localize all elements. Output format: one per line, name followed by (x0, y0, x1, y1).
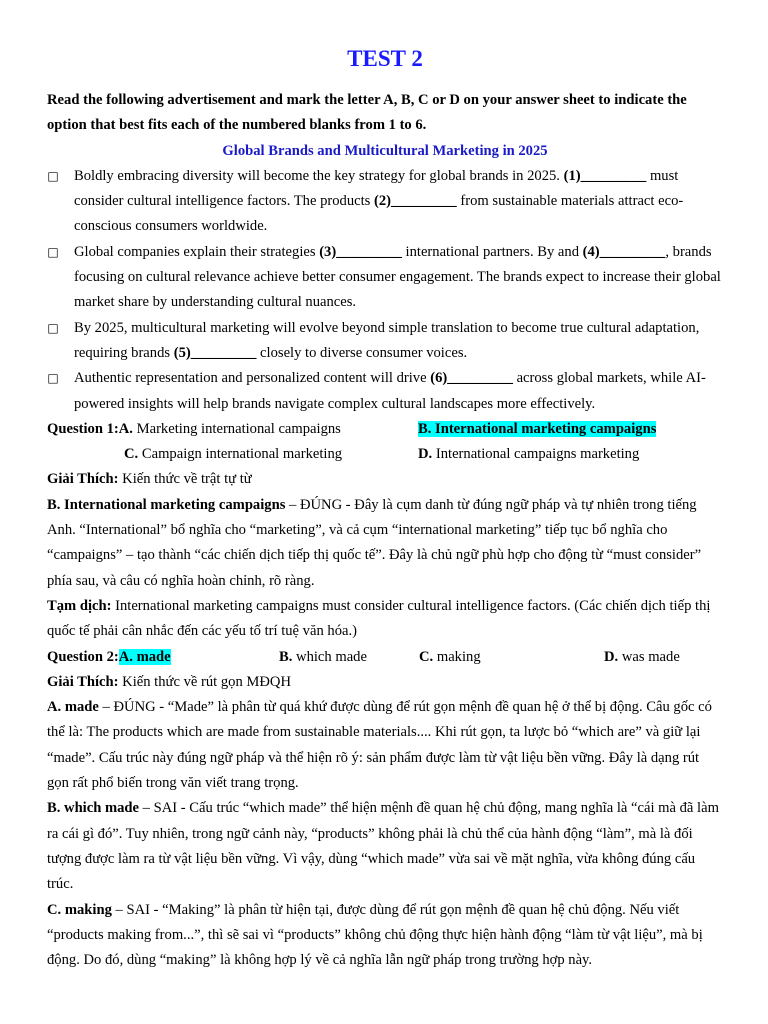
bullet-icon: □ (47, 371, 59, 386)
question-1-option-d: D. International campaigns marketing (418, 446, 640, 463)
question-2-option-c: C. making (419, 648, 481, 665)
question-2-explanation-c: C. making – SAI - “Making” là phân từ hiện tại, được dùng để rút gọn mệnh đề quan hệ chủ động. Nếu viết “products making from...”, thì sẽ sai vì “products” không chủ động thực hiện hành động “làm từ vật liệu”, mà bị động. Do đó, dùng “making” là không hợp lý về cả nghĩa lẫn ngữ pháp trong trường hợp này. (47, 901, 703, 969)
blank-6: _________ (447, 370, 513, 387)
blank-5: _________ (190, 344, 257, 361)
blank-number-2: (2) (374, 193, 392, 210)
blank-4: _________ (599, 243, 666, 260)
question-1-option-c: C. Campaign international marketing (124, 446, 343, 463)
blank-number-3: (3) (319, 243, 337, 260)
question-2-option-a (47, 645, 279, 670)
blank-number-1: (1) (563, 167, 581, 184)
question-1-option-b (418, 417, 656, 442)
page-title: TEST 2 (347, 46, 423, 71)
question-1-label: Question 1: (47, 420, 119, 437)
blank-number-4: (4) (582, 243, 600, 260)
question-1-options-row-2 (47, 442, 723, 467)
question-1-option-a: Question 1:A. Marketing international campaigns (47, 420, 341, 437)
correct-answer-highlight: A. made (118, 648, 171, 665)
question-2-explanation-b: B. which made – SAI - Cấu trúc “which made” thể hiện mệnh đề quan hệ chủ động, mang nghĩa là “cái mà đã làm ra cái gì đó”. Tuy nhiên, trong ngữ cảnh này, “products” không phải là chủ thể của hành động “làm”, mà là đối tượng được làm ra từ vật liệu bền vững. Vì vậy, dùng “which made” vừa sai về mặt nghĩa, vừa không đúng cấu trúc. (47, 800, 719, 893)
question-1-translation: Tạm dịch: International marketing campaigns must consider cultural intelligence factors. (Các chiến dịch tiếp thị quốc tế phải cân nhắc đến các yếu tố trí tuệ văn hóa.) (47, 597, 711, 640)
blank-1: _________ (580, 167, 647, 184)
bullet-icon: □ (47, 244, 59, 259)
blank-number-5: (5) (173, 344, 191, 361)
question-2-explanation-a: A. made – ĐÚNG - “Made” là phân từ quá khứ được dùng để rút gọn mệnh đề quan hệ ở thể bị động. Câu gốc có thể là: The products which are made from sustainable materials.... Khi rút gọn, ta lược bỏ “which are” và giữ lại “made”. Cấu trúc này đúng ngữ pháp và thể hiện rõ ý: sản phẩm được làm từ vật liệu bền vững. Đây là dạng rút gọn rất phổ biến trong văn viết trang trọng. (47, 699, 712, 792)
question-1-explanation: B. International marketing campaigns – ĐÚNG - Đây là cụm danh từ đúng ngữ pháp và tự nhiên trong tiếng Anh. “International” bổ nghĩa cho “marketing”, và cả cụm “international marketing” tiếp tục bổ nghĩa cho “campaigns” – tạo thành “các chiến dịch tiếp thị quốc tế”. Đây là chủ ngữ phù hợp cho động từ “must consider” phía sau, và câu có nghĩa hoàn chỉnh, rõ ràng. (47, 496, 702, 589)
question-1-options-row-1 (47, 417, 723, 442)
question-2-option-d: D. was made (604, 648, 680, 665)
passage-paragraph-3: □ By 2025, multicultural marketing will evolve beyond simple translation to become true cultural adaptation, requiring brands (5)_________ closely to diverse consumer voices. (47, 316, 723, 367)
passage-paragraph-1: □ Boldly embracing diversity will become the key strategy for global brands in 2025. (1)_________ must consider cultural intelligence factors. The products (2)_________ from sustainable materials attract eco-conscious consumers worldwide. (47, 164, 723, 240)
bullet-icon: □ (47, 320, 59, 335)
blank-number-6: (6) (430, 370, 448, 387)
document-page (47, 40, 723, 973)
question-2-label: Question 2: (47, 648, 119, 665)
passage-title: Global Brands and Multicultural Marketing in 2025 (222, 142, 548, 159)
question-2-options-row (47, 645, 723, 670)
question-2-explain-heading: Giải Thích: Kiến thức về rút gọn MĐQH (47, 673, 291, 690)
passage-paragraph-4: □ Authentic representation and personalized content will drive (6)_________ across global markets, while AI-powered insights will help brands navigate complex cultural landscapes more effectively. (47, 366, 723, 417)
correct-answer-highlight: B. International marketing campaigns (418, 420, 657, 437)
passage-paragraph-2: □ Global companies explain their strategies (3)_________ international partners. By and (4)_________, brands focusing on cultural relevance achieve better consumer engagement. The brands expect to increase their global market share by understanding cultural nuances. (47, 240, 723, 316)
blank-3: _________ (336, 243, 402, 260)
instructions: Read the following advertisement and mark the letter A, B, C or D on your answer sheet to indicate the option that best fits each of the numbered blanks from 1 to 6. (47, 92, 687, 134)
blank-2: _________ (391, 193, 457, 210)
bullet-icon: □ (47, 168, 59, 183)
question-2-option-b: B. which made (279, 648, 367, 665)
question-1-explain-heading: Giải Thích: Kiến thức về trật tự từ (47, 471, 252, 488)
